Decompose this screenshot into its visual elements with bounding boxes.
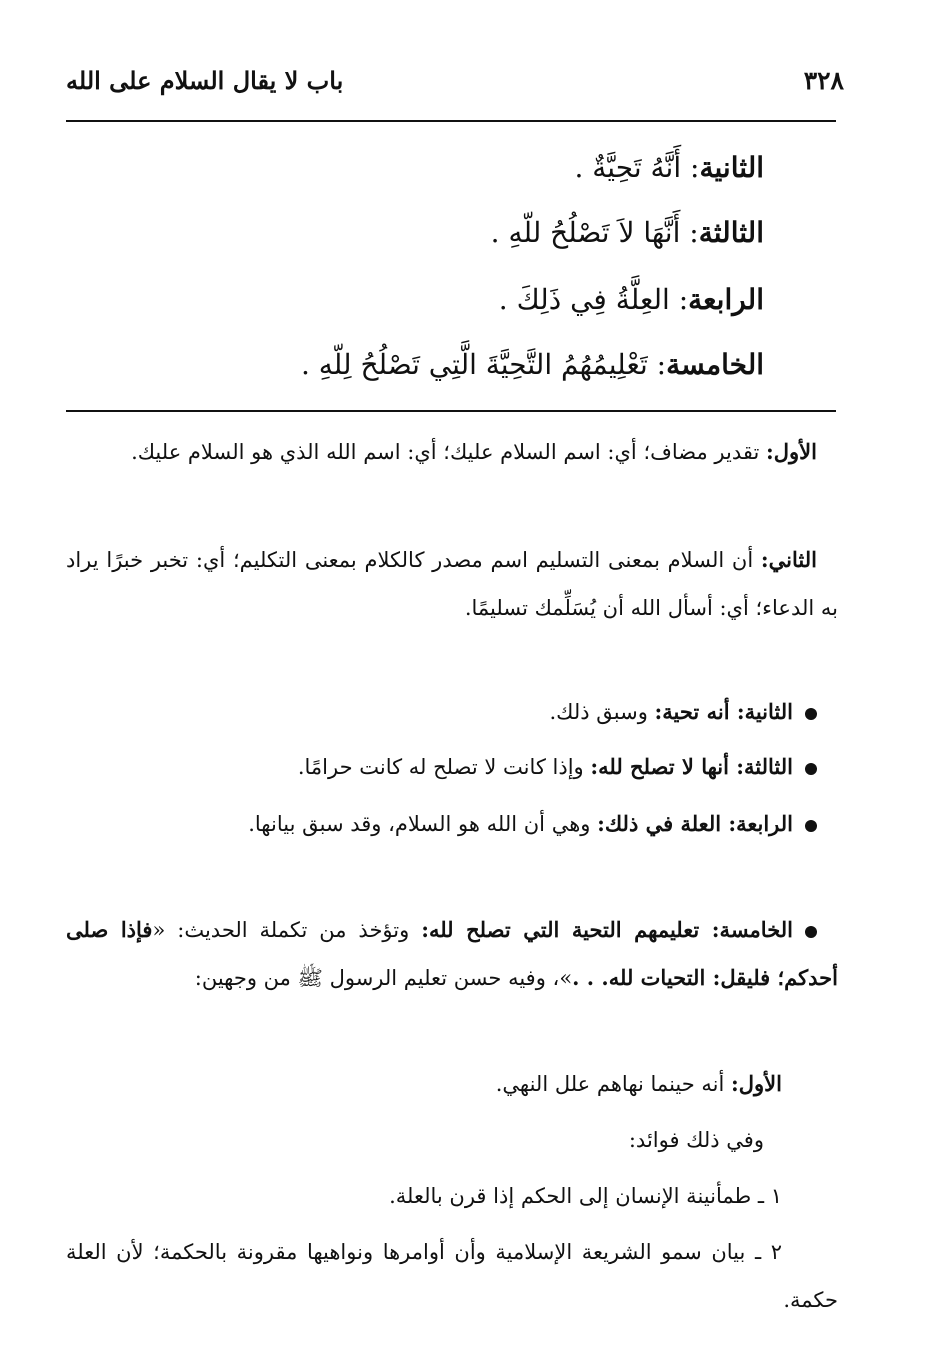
commentary-second: الثاني: أن السلام بمعنى التسليم اسم مصدر كالكلام بمعنى التكليم؛ أي: تخبر خبرًا يراد به الدعاء؛ أي: أسأل الله أن يُسَلِّمك تسليمًا.	[66, 547, 838, 620]
aspect-first: الأول: أنه حينما نهاهم علل النهي.	[495, 1071, 782, 1096]
hadith-heading-second: الثانية: أَنَّهُ تَحِيَّةٌ .	[574, 151, 764, 184]
bullet-third: الثالثة: أنها لا تصلح لله: وإذا كانت لا تصلح له كانت حرامًا.	[66, 743, 838, 791]
bullet-fourth: الرابعة: العلة في ذلك: وهي أن الله هو السلام، وقد سبق بيانها.	[66, 800, 838, 848]
section-rule	[66, 410, 836, 412]
bullet-second: الثانية: أنه تحية: وسبق ذلك.	[66, 688, 838, 736]
hadith-heading-fifth: الخامسة: تَعْلِيمُهُمُ التَّحِيَّةَ الَّتِي تَصْلُحُ لِلّهِ .	[300, 348, 764, 381]
bullet-icon	[805, 926, 817, 938]
bullet-icon	[805, 708, 817, 720]
benefit-item-2: ٢ ـ بيان سمو الشريعة الإسلامية وأن أوامرها ونواهيها مقرونة بالحكمة؛ لأن العلة حكمة.	[66, 1240, 838, 1312]
page-header	[66, 66, 844, 114]
commentary-first: الأول: تقدير مضاف؛ أي: اسم السلام عليك؛ أي: اسم الله الذي هو السلام عليك.	[131, 439, 817, 464]
bullet-fifth: الخامسة: تعليمهم التحية التي تصلح لله: وتؤخذ من تكملة الحديث: «فإذا صلى أحدكم؛ فليقل: التحيات لله. . .»، وفيه حسن تعليم الرسول ﷺ من وجهين:	[66, 917, 838, 990]
hadith-heading-fourth: الرابعة: العِلَّةُ فِي ذَلِكَ .	[498, 283, 764, 316]
chapter-title: باب لا يقال السلام على الله	[66, 66, 344, 95]
hadith-heading-third: الثالثة: أَنَّهَا لاَ تَصْلُحُ للّهِ .	[490, 216, 764, 249]
bullet-icon	[805, 820, 817, 832]
benefit-item-1: ١ ـ طمأنينة الإنسان إلى الحكم إذا قرن بالعلة.	[389, 1184, 782, 1208]
page-number: ٣٢٨	[803, 66, 844, 95]
benefits-intro: وفي ذلك فوائد:	[628, 1128, 764, 1152]
header-rule	[66, 120, 836, 122]
bullet-icon	[805, 763, 817, 775]
